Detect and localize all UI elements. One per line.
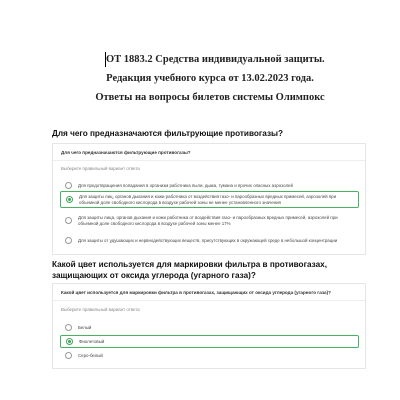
question-2-card-title: Какой цвет используется для маркировки фильтра в противогазах, защищающих от оксида углерода (угарного газа)? <box>61 290 331 295</box>
document-header <box>60 50 360 107</box>
radio-button-icon[interactable] <box>65 324 72 331</box>
option-text: Фиолетовый <box>79 338 105 344</box>
radio-button-checked-icon[interactable] <box>66 338 73 345</box>
question-1-card <box>52 143 366 255</box>
header-line-1: ОТ 1883.2 Средства индивидуальной защиты. <box>106 54 325 65</box>
question-2-hint: Выберите правильный вариант ответа <box>61 307 140 312</box>
question-2-option-2[interactable] <box>60 335 359 348</box>
header-line-3: Ответы на вопросы билетов системы Олимпокс <box>95 92 325 103</box>
option-text: Для защиты от удушающих и нервнодействующих веществ, присутствующих в окружающей среде в небольшой концентрации <box>78 237 338 243</box>
radio-button-icon[interactable] <box>65 217 72 224</box>
question-2-option-1[interactable] <box>60 322 359 333</box>
option-text: Для защиты лица, органов дыхания и кожи работника от воздействия газо- и парообразных вредных примесей, аэрозолей при объемной доле свободного кислорода в воздухе рабочей зоны менее 17% <box>78 215 338 226</box>
question-2-heading: Какой цвет используется для маркировки фильтра в противогазах, защищающих от оксида углерода (угарного газа)? <box>52 260 327 280</box>
question-2-card <box>52 283 366 369</box>
radio-button-icon[interactable] <box>65 182 72 189</box>
radio-button-icon[interactable] <box>65 352 72 359</box>
question-1-heading: Для чего предназначаются фильтрующие противогазы? <box>52 129 284 138</box>
option-text: Белый <box>78 324 92 330</box>
option-text: Серо-белый <box>78 352 103 358</box>
option-text: Для защиты лиц, органов дыхания и кожи работника от воздействия газо- и парообразных вредных примесей, аэрозолей при объемной доле свободного кислорода в воздухе рабочей зоны не менее установленного значения <box>79 194 337 205</box>
card-divider <box>53 300 365 301</box>
question-1-option-2[interactable] <box>60 191 359 208</box>
radio-button-icon[interactable] <box>65 237 72 244</box>
question-1-card-title: Для чего предназначаются фильтрующие противогазы? <box>61 150 191 155</box>
question-1-option-4[interactable] <box>60 235 359 246</box>
question-1-hint: Выберите правильный вариант ответа <box>61 166 140 171</box>
option-text: Для предотвращения попадания в организм работника пыли, дыма, тумана и прочих опасных аэрозолей <box>78 182 293 188</box>
question-2-option-3[interactable] <box>60 350 359 361</box>
header-line-2: Редакция учебного курса от 13.02.2023 года. <box>106 73 314 84</box>
card-divider <box>53 160 365 161</box>
question-1-option-1[interactable] <box>60 180 359 191</box>
question-1-option-3[interactable] <box>60 213 359 228</box>
radio-button-checked-icon[interactable] <box>66 196 73 203</box>
